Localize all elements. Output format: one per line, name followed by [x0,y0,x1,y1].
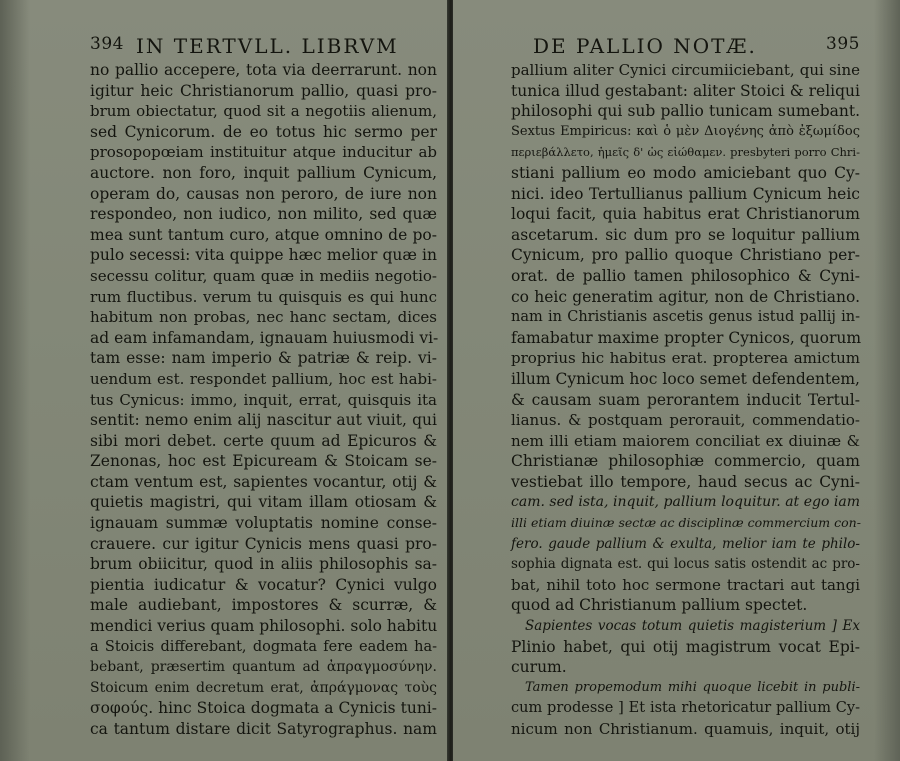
text-line: ascetarum. sic dum pro se loquitur pallium [511,225,860,244]
text-line: Cynicum, pro pallio quoque Christiano per- [511,246,860,265]
text-line: nam in Christianis ascetis genus istud pallij in- [511,309,860,326]
text-line: sophia dignata est. qui locus satis ostendit ac pro- [511,556,860,573]
text-line: vestiebat illo tempore, haud secus ac Cyni- [511,472,860,491]
text-line: tunica illud gestabant: aliter Stoici & reliqui [511,81,860,100]
text-line: sibi mori debet. certe quum ad Epicuros & [90,431,437,450]
text-line: cum prodesse ] Et ista rhetoricatur pallium Cy- [511,700,860,717]
text-line: fero. gaude pallium & exulta, melior iam te philo- [511,535,860,552]
text-line: tus Cynicus: immo, inquit, errat, quisquis ita [90,390,437,409]
text-line: pulo secessi: vita quippe hæc melior quæ in [90,246,437,265]
text-line: prosopopœiam instituitur atque inducitur ab [90,143,437,162]
text-line: sentit: nemo enim alij nascitur aut viuit, qui [90,411,437,430]
text-line: a Stoicis differebant, dogmata fere eadem ha- [90,638,437,655]
text-line: rum fluctibus. verum tu quisquis es qui hunc [90,287,437,306]
right-text-block [511,60,860,740]
text-line: mendici verius quam philosophi. solo habitu [90,617,438,636]
text-line: philosophi qui sub pallio tunicam sumebant. [511,102,860,121]
text-line: illum Cynicum hoc loco semet defendentem, [511,369,860,388]
text-line: stiani pallium eo modo amiciebant quo Cy- [511,163,860,182]
text-line: nicum non Christianum. quamuis, inquit, otij [511,720,860,738]
text-line: secessu colitur, quam quæ in mediis negotio- [90,266,437,285]
text-line: bat, nihil toto hoc sermone tractari aut tangi [511,575,860,594]
text-line: uendum est. respondet pallium, hoc est habi- [90,369,437,388]
text-line: Tamen propemodum mihi quoque licebit in publi- [525,679,860,695]
text-line: ad eam infamandam, ignauam huiusmodi vi- [90,328,439,347]
page-edge-shadow [874,0,900,761]
text-line: σοφούς. hinc Stoica dogmata a Cynicis tuni- [90,699,437,718]
right-page-number: 395 [826,34,860,54]
text-line: Plinio habet, qui otij magistrum vocat Epi- [511,637,860,656]
left-page-number: 394 [90,34,124,54]
text-line: cam. sed ista, inquit, pallium loquitur. at ego iam [511,494,860,511]
text-line: quod ad Christianum pallium spectet. [511,596,808,615]
text-line: quietis magistri, qui vitam illam otiosam & [90,493,437,512]
text-line: ignauam summæ voluptatis nomine conse- [90,514,437,533]
text-line: ca tantum distare dicit Satyrographus. nam [90,720,437,738]
text-line: igitur heic Christianorum pallio, quasi pro- [90,81,437,100]
text-line: operam do, causas non peroro, de iure non [90,184,437,203]
text-line: ctam ventum est, sapientes vocantur, otij & [90,472,437,491]
text-line: bebant, præsertim quantum ad ἀπραγμοσύνην. [90,659,437,676]
left-head-title: IN TERTVLL. LIBRVM [136,34,399,58]
text-line: respondeo, non iudico, non milito, sed quæ [90,205,437,224]
left-running-head [90,34,437,58]
text-line: brum obiicitur, quod in aliis philosophis sa- [90,555,437,574]
text-line: co heic generatim agitur, non de Christiano. [511,287,860,306]
right-page [453,0,900,761]
text-line: auctore. non foro, inquit pallium Cynicum, [90,163,437,182]
text-line: lianus. & postquam perorauit, commendatio- [511,411,860,430]
text-line: sed Cynicorum. de eo totus hic sermo per [90,122,437,141]
right-head-title: DE PALLIO NOTÆ. [533,34,757,58]
right-running-head [511,34,860,58]
text-line: pallium aliter Cynici circumiiciebant, qui sine [511,61,860,79]
text-line: no pallio accepere, tota via deerrarunt. non [90,61,437,79]
text-line: περιεβάλλετο, ἡμεῖς δ' ὡς εἰώθαμεν. presbyteri porro Chri- [511,145,860,160]
text-line: mea sunt tantum curo, atque omnino de po- [90,225,437,244]
text-line: nici. ideo Tertullianus pallium Cynicum heic [511,184,860,203]
text-line: curum. [511,658,567,677]
text-line: pientia iudicatur & vocatur? Cynici vulgo [90,575,437,594]
left-page [0,0,447,761]
text-line: Zenonas, hoc est Epicuream & Stoicam se- [90,452,437,471]
text-line: habitum non probas, nec hanc sectam, dices [90,308,437,327]
left-text-block [90,60,437,740]
text-line: nem illi etiam maiorem conciliat ex diuinæ & [511,431,860,450]
text-line: orat. de pallio tamen philosophico & Cyni- [511,266,860,285]
page-edge-shadow [0,0,30,761]
text-line: famabatur maxime propter Cynicos, quorum [511,328,862,347]
text-line: Stoicum enim decretum erat, ἀπράγμονας τοὺς [90,679,437,696]
text-line: Christianæ philosophiæ commercio, quam [511,452,860,471]
text-line: loqui facit, quia habitus erat Christianorum [511,205,860,224]
text-line: & causam suam perorantem inducit Tertul- [511,390,860,409]
text-line: illi etiam diuinæ sectæ ac disciplinæ commercium con- [511,515,861,531]
text-line: proprius hic habitus erat. propterea amictum [511,349,860,368]
text-line: tam esse: nam imperio & patriæ & reip. vi- [90,349,437,368]
text-line: brum obiectatur, quod sit a negotiis alienum, [90,102,437,121]
text-line: Sextus Empiricus: καὶ ὁ μὲν Διογένης ἀπὸ ἐξωμίδος [511,123,860,139]
text-line: Sapientes vocas totum quietis magisterium ] Ex [525,618,860,635]
text-line: crauere. cur igitur Cynicis mens quasi pro- [90,534,437,553]
text-line: male audiebant, impostores & scurræ, & [90,596,437,615]
